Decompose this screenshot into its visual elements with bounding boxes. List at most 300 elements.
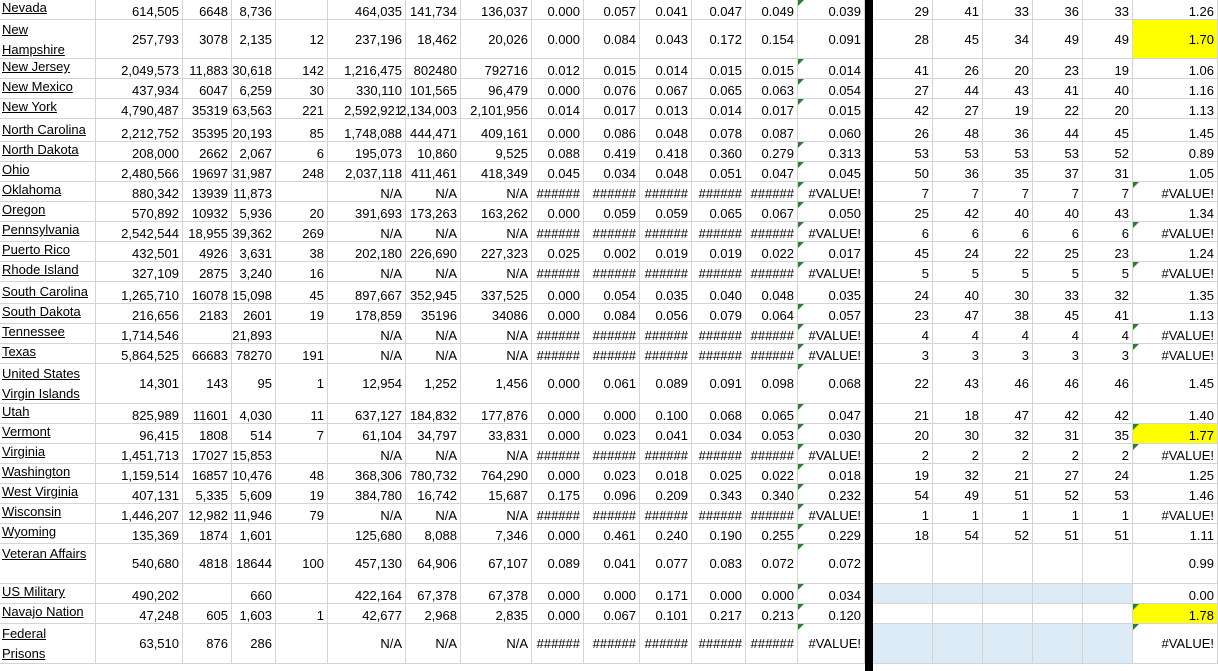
data-cell[interactable]: ###### (532, 324, 584, 344)
data-cell[interactable]: 67,378 (406, 584, 461, 604)
data-cell[interactable]: 18 (933, 404, 983, 424)
data-cell[interactable]: 327,109 (96, 262, 183, 282)
data-cell[interactable]: ###### (584, 504, 640, 524)
data-cell[interactable]: 1808 (183, 424, 232, 444)
data-cell[interactable]: 0.045 (798, 162, 865, 182)
data-cell[interactable]: 6 (983, 222, 1033, 242)
data-cell[interactable]: 12,982 (183, 504, 232, 524)
row-label-cell[interactable]: Texas (0, 344, 96, 364)
row-label-cell[interactable]: Veteran Affairs (0, 544, 96, 584)
data-cell[interactable]: ###### (584, 444, 640, 464)
row-label-cell[interactable]: United States Virgin Islands (0, 364, 96, 404)
data-cell[interactable]: 2,037,118 (328, 162, 406, 182)
data-cell[interactable]: N/A (461, 624, 532, 664)
data-cell[interactable]: N/A (461, 504, 532, 524)
data-cell[interactable]: 876 (183, 624, 232, 664)
data-cell[interactable]: 20 (276, 202, 328, 222)
data-cell[interactable]: 0.279 (746, 142, 798, 162)
data-cell[interactable] (933, 604, 983, 624)
data-cell[interactable]: 0.000 (584, 404, 640, 424)
data-cell[interactable]: 45 (873, 242, 933, 262)
data-cell[interactable]: 7 (873, 182, 933, 202)
data-cell[interactable] (276, 584, 328, 604)
data-cell[interactable]: 0.053 (746, 424, 798, 444)
data-cell[interactable]: 96,415 (96, 424, 183, 444)
data-cell[interactable]: 5 (933, 262, 983, 282)
data-cell[interactable]: 2,049,573 (96, 59, 183, 79)
data-cell[interactable]: ###### (640, 344, 692, 364)
data-cell[interactable]: 0.078 (692, 119, 746, 142)
data-cell[interactable]: ###### (746, 444, 798, 464)
data-cell[interactable]: 5,864,525 (96, 344, 183, 364)
data-cell[interactable]: 100 (276, 544, 328, 584)
data-cell[interactable]: 3 (1083, 344, 1133, 364)
data-cell[interactable]: 30 (276, 79, 328, 99)
data-cell[interactable]: 1 (1083, 504, 1133, 524)
data-cell[interactable]: ###### (692, 624, 746, 664)
data-cell[interactable]: 101,565 (406, 79, 461, 99)
data-cell[interactable]: 2875 (183, 262, 232, 282)
row-label-cell[interactable]: Tennessee (0, 324, 96, 344)
data-cell[interactable]: #VALUE! (798, 222, 865, 242)
data-cell[interactable]: 31 (1033, 424, 1083, 444)
data-cell[interactable]: 7 (933, 182, 983, 202)
data-cell[interactable]: 8,736 (232, 0, 276, 20)
row-label-cell[interactable]: New Hampshire (0, 20, 96, 59)
data-cell[interactable]: 40 (983, 202, 1033, 222)
data-cell[interactable]: 464,035 (328, 0, 406, 20)
data-cell[interactable] (933, 544, 983, 584)
data-cell[interactable]: 0.014 (798, 59, 865, 79)
data-cell[interactable]: 49 (1083, 20, 1133, 59)
data-cell[interactable]: 18,955 (183, 222, 232, 242)
data-cell[interactable]: 25 (873, 202, 933, 222)
data-cell[interactable]: ###### (746, 222, 798, 242)
data-cell[interactable]: N/A (406, 222, 461, 242)
data-cell[interactable]: 0.089 (640, 364, 692, 404)
data-cell[interactable] (1033, 584, 1083, 604)
data-cell[interactable]: 1 (983, 504, 1033, 524)
row-label-cell[interactable]: Wyoming (0, 524, 96, 544)
data-cell[interactable]: 52 (1033, 484, 1083, 504)
data-cell[interactable]: 27 (933, 99, 983, 119)
data-cell[interactable]: ###### (584, 262, 640, 282)
data-cell[interactable]: 38 (983, 304, 1033, 324)
data-cell[interactable]: 0.061 (584, 364, 640, 404)
data-cell[interactable]: 6 (1033, 222, 1083, 242)
data-cell[interactable]: 1 (1033, 504, 1083, 524)
data-cell[interactable]: ###### (692, 504, 746, 524)
data-cell[interactable]: ###### (746, 504, 798, 524)
data-cell[interactable]: 3 (873, 344, 933, 364)
data-cell[interactable]: N/A (406, 262, 461, 282)
data-cell[interactable]: 269 (276, 222, 328, 242)
data-cell[interactable] (276, 624, 328, 664)
data-cell[interactable]: 409,161 (461, 119, 532, 142)
data-cell[interactable]: 10932 (183, 202, 232, 222)
data-cell[interactable]: 67,378 (461, 584, 532, 604)
data-cell[interactable]: ###### (532, 504, 584, 524)
data-cell[interactable]: ###### (746, 344, 798, 364)
data-cell[interactable]: 0.014 (692, 99, 746, 119)
data-cell[interactable]: N/A (328, 624, 406, 664)
data-cell[interactable]: 49 (1033, 20, 1083, 59)
data-cell[interactable]: ###### (746, 324, 798, 344)
data-cell[interactable]: 23 (1083, 242, 1133, 262)
data-cell[interactable]: 135,369 (96, 524, 183, 544)
data-cell[interactable]: 1,265,710 (96, 282, 183, 304)
data-cell[interactable]: 64,906 (406, 544, 461, 584)
data-cell[interactable]: 5,609 (232, 484, 276, 504)
data-cell[interactable] (983, 624, 1033, 664)
row-label-cell[interactable]: US Military (0, 584, 96, 604)
data-cell[interactable]: 51 (1083, 524, 1133, 544)
data-cell[interactable]: 45 (276, 282, 328, 304)
data-cell[interactable]: 1,714,546 (96, 324, 183, 344)
data-cell[interactable]: ###### (532, 344, 584, 364)
data-cell[interactable]: 0.089 (532, 544, 584, 584)
row-label-cell[interactable]: Oregon (0, 202, 96, 222)
data-cell[interactable]: #VALUE! (1133, 444, 1218, 464)
data-cell[interactable]: 202,180 (328, 242, 406, 262)
data-cell[interactable]: 1.24 (1133, 242, 1218, 262)
data-cell[interactable]: 4818 (183, 544, 232, 584)
data-cell[interactable]: 19 (276, 484, 328, 504)
data-cell[interactable]: 330,110 (328, 79, 406, 99)
data-cell[interactable]: 2,135 (232, 20, 276, 59)
data-cell[interactable] (873, 544, 933, 584)
data-cell[interactable]: 0.172 (692, 20, 746, 59)
data-cell[interactable]: #VALUE! (798, 182, 865, 202)
data-cell[interactable]: 27 (1033, 464, 1083, 484)
data-cell[interactable]: 514 (232, 424, 276, 444)
data-cell[interactable]: 0.077 (640, 544, 692, 584)
data-cell[interactable]: 0.065 (746, 404, 798, 424)
row-label-cell[interactable]: Utah (0, 404, 96, 424)
data-cell[interactable]: 0.99 (1133, 544, 1218, 584)
data-cell[interactable]: 41 (873, 59, 933, 79)
data-cell[interactable]: 1,603 (232, 604, 276, 624)
data-cell[interactable]: 0.00 (1133, 584, 1218, 604)
data-cell[interactable]: 0.035 (798, 282, 865, 304)
data-cell[interactable]: 24 (933, 242, 983, 262)
data-cell[interactable]: 42 (873, 99, 933, 119)
data-cell[interactable]: 227,323 (461, 242, 532, 262)
data-cell[interactable]: 22 (1033, 99, 1083, 119)
data-cell[interactable]: 0.000 (532, 524, 584, 544)
data-cell[interactable]: 35319 (183, 99, 232, 119)
data-cell[interactable]: 3078 (183, 20, 232, 59)
data-cell[interactable]: 22 (983, 242, 1033, 262)
data-cell[interactable]: 136,037 (461, 0, 532, 20)
data-cell[interactable]: 18644 (232, 544, 276, 584)
data-cell[interactable]: 0.043 (640, 20, 692, 59)
data-cell[interactable]: 6047 (183, 79, 232, 99)
data-cell[interactable]: 0.120 (798, 604, 865, 624)
data-cell[interactable]: 5 (983, 262, 1033, 282)
data-cell[interactable]: 43 (983, 79, 1033, 99)
data-cell[interactable]: 31,987 (232, 162, 276, 182)
data-cell[interactable]: 248 (276, 162, 328, 182)
data-cell[interactable]: 11 (276, 404, 328, 424)
data-cell[interactable]: 30 (983, 282, 1033, 304)
data-cell[interactable]: 143 (183, 364, 232, 404)
data-cell[interactable]: ###### (584, 222, 640, 242)
data-cell[interactable]: 15,853 (232, 444, 276, 464)
data-cell[interactable]: 0.051 (692, 162, 746, 182)
data-cell[interactable]: 36 (1033, 0, 1083, 20)
data-cell[interactable]: 3 (983, 344, 1033, 364)
data-cell[interactable]: 40 (1083, 79, 1133, 99)
data-cell[interactable]: 0.059 (584, 202, 640, 222)
data-cell[interactable]: 36 (983, 119, 1033, 142)
data-cell[interactable]: 41 (933, 0, 983, 20)
data-cell[interactable]: 2,592,921 (328, 99, 406, 119)
data-cell[interactable]: 0.015 (692, 59, 746, 79)
data-cell[interactable]: 27 (873, 79, 933, 99)
row-label-cell[interactable]: Wisconsin (0, 504, 96, 524)
data-cell[interactable]: 384,780 (328, 484, 406, 504)
row-label-cell[interactable]: South Dakota (0, 304, 96, 324)
data-cell[interactable]: 2 (873, 444, 933, 464)
data-cell[interactable]: 0.013 (640, 99, 692, 119)
data-cell[interactable]: ###### (746, 182, 798, 202)
data-cell[interactable]: 792716 (461, 59, 532, 79)
data-cell[interactable]: 32 (1083, 282, 1133, 304)
data-cell[interactable]: 33,831 (461, 424, 532, 444)
data-cell[interactable] (1083, 604, 1133, 624)
data-cell[interactable]: 880,342 (96, 182, 183, 202)
data-cell[interactable]: 21 (983, 464, 1033, 484)
data-cell[interactable]: 1,451,713 (96, 444, 183, 464)
data-cell[interactable]: 10,476 (232, 464, 276, 484)
data-cell[interactable]: 0.041 (584, 544, 640, 584)
data-cell[interactable]: 33 (1083, 0, 1133, 20)
data-cell[interactable]: ###### (640, 324, 692, 344)
data-cell[interactable]: ###### (532, 182, 584, 202)
data-cell[interactable]: 0.091 (692, 364, 746, 404)
data-cell[interactable]: 0.000 (532, 464, 584, 484)
row-label-cell[interactable]: Navajo Nation (0, 604, 96, 624)
data-cell[interactable]: 42 (933, 202, 983, 222)
data-cell[interactable]: 352,945 (406, 282, 461, 304)
data-cell[interactable]: 0.418 (640, 142, 692, 162)
data-cell[interactable]: 0.041 (640, 0, 692, 20)
data-cell[interactable]: 3,240 (232, 262, 276, 282)
data-cell[interactable]: 96,479 (461, 79, 532, 99)
data-cell[interactable]: 45 (1083, 119, 1133, 142)
data-cell[interactable]: 33 (983, 0, 1033, 20)
data-cell[interactable]: 4 (873, 324, 933, 344)
data-cell[interactable]: 42,677 (328, 604, 406, 624)
data-cell[interactable] (1083, 624, 1133, 664)
data-cell[interactable]: 22 (873, 364, 933, 404)
data-cell[interactable]: 897,667 (328, 282, 406, 304)
data-cell[interactable]: 226,690 (406, 242, 461, 262)
data-cell[interactable]: 0.022 (746, 242, 798, 262)
data-cell[interactable]: 0.019 (692, 242, 746, 262)
data-cell[interactable]: 6 (1083, 222, 1133, 242)
data-cell[interactable]: 32 (983, 424, 1033, 444)
data-cell[interactable]: 0.014 (640, 59, 692, 79)
data-cell[interactable]: 0.018 (798, 464, 865, 484)
data-cell[interactable]: #VALUE! (1133, 324, 1218, 344)
data-cell[interactable]: 163,262 (461, 202, 532, 222)
data-cell[interactable]: 0.023 (584, 464, 640, 484)
data-cell[interactable]: 0.154 (746, 20, 798, 59)
data-cell[interactable]: 0.171 (640, 584, 692, 604)
data-cell[interactable]: N/A (461, 182, 532, 202)
data-cell[interactable]: 15,687 (461, 484, 532, 504)
data-cell[interactable]: 0.087 (746, 119, 798, 142)
row-label-cell[interactable]: Federal Prisons (0, 624, 96, 664)
data-cell[interactable]: 0.017 (798, 242, 865, 262)
data-cell[interactable]: 237,196 (328, 20, 406, 59)
data-cell[interactable]: 208,000 (96, 142, 183, 162)
data-cell[interactable]: #VALUE! (798, 344, 865, 364)
data-cell[interactable]: #VALUE! (1133, 182, 1218, 202)
data-cell[interactable]: 411,461 (406, 162, 461, 182)
data-cell[interactable]: 53 (983, 142, 1033, 162)
data-cell[interactable]: 391,693 (328, 202, 406, 222)
data-cell[interactable]: 0.000 (532, 119, 584, 142)
data-cell[interactable]: 20,193 (232, 119, 276, 142)
data-cell[interactable]: 16,742 (406, 484, 461, 504)
data-cell[interactable]: 0.096 (584, 484, 640, 504)
data-cell[interactable]: 11601 (183, 404, 232, 424)
data-cell[interactable]: 0.030 (798, 424, 865, 444)
data-cell[interactable] (276, 324, 328, 344)
data-cell[interactable]: 42 (1083, 404, 1133, 424)
data-cell[interactable]: 5 (1083, 262, 1133, 282)
data-cell[interactable]: 63,510 (96, 624, 183, 664)
data-cell[interactable]: 50 (873, 162, 933, 182)
data-cell[interactable] (873, 624, 933, 664)
data-cell[interactable]: 4 (1033, 324, 1083, 344)
data-cell[interactable]: 5 (1033, 262, 1083, 282)
data-cell[interactable] (983, 604, 1033, 624)
data-cell[interactable]: 34,797 (406, 424, 461, 444)
data-cell[interactable]: N/A (406, 324, 461, 344)
data-cell[interactable]: 0.232 (798, 484, 865, 504)
data-cell[interactable]: 0.015 (798, 99, 865, 119)
data-cell[interactable]: 2,101,956 (461, 99, 532, 119)
data-cell[interactable]: 0.034 (692, 424, 746, 444)
data-cell[interactable]: 1.70 (1133, 20, 1218, 59)
row-label-cell[interactable]: Puerto Rico (0, 242, 96, 262)
data-cell[interactable]: 0.065 (692, 202, 746, 222)
data-cell[interactable]: 20 (1083, 99, 1133, 119)
data-cell[interactable]: 0.190 (692, 524, 746, 544)
data-cell[interactable]: 422,164 (328, 584, 406, 604)
data-cell[interactable]: 0.056 (640, 304, 692, 324)
data-cell[interactable]: N/A (461, 344, 532, 364)
data-cell[interactable]: 825,989 (96, 404, 183, 424)
data-cell[interactable]: 8,088 (406, 524, 461, 544)
data-cell[interactable]: 20,026 (461, 20, 532, 59)
data-cell[interactable]: 1,748,088 (328, 119, 406, 142)
data-cell[interactable]: 40 (933, 282, 983, 304)
data-cell[interactable]: 31 (1083, 162, 1133, 182)
data-cell[interactable]: 0.000 (532, 282, 584, 304)
data-cell[interactable]: 12 (276, 20, 328, 59)
data-cell[interactable]: 16 (276, 262, 328, 282)
data-cell[interactable]: 0.101 (640, 604, 692, 624)
data-cell[interactable]: 26 (933, 59, 983, 79)
data-cell[interactable]: ###### (640, 444, 692, 464)
data-cell[interactable]: 53 (1033, 142, 1083, 162)
data-cell[interactable]: 0.015 (584, 59, 640, 79)
data-cell[interactable]: N/A (328, 504, 406, 524)
row-label-cell[interactable]: Vermont (0, 424, 96, 444)
data-cell[interactable] (1033, 624, 1083, 664)
data-cell[interactable]: 0.000 (532, 20, 584, 59)
data-cell[interactable]: 0.240 (640, 524, 692, 544)
data-cell[interactable]: 47,248 (96, 604, 183, 624)
data-cell[interactable] (1033, 604, 1083, 624)
data-cell[interactable]: ###### (692, 324, 746, 344)
data-cell[interactable]: 0.023 (584, 424, 640, 444)
data-cell[interactable]: 1.16 (1133, 79, 1218, 99)
data-cell[interactable]: 0.079 (692, 304, 746, 324)
data-cell[interactable] (183, 324, 232, 344)
data-cell[interactable]: 1,252 (406, 364, 461, 404)
data-cell[interactable]: 0.217 (692, 604, 746, 624)
data-cell[interactable] (983, 544, 1033, 584)
data-cell[interactable]: 1,456 (461, 364, 532, 404)
data-cell[interactable]: 1.34 (1133, 202, 1218, 222)
data-cell[interactable]: ###### (692, 262, 746, 282)
data-cell[interactable]: 432,501 (96, 242, 183, 262)
data-cell[interactable]: 457,130 (328, 544, 406, 584)
data-cell[interactable]: 0.057 (584, 0, 640, 20)
data-cell[interactable]: 2 (1033, 444, 1083, 464)
data-cell[interactable]: 5,335 (183, 484, 232, 504)
data-cell[interactable]: 0.313 (798, 142, 865, 162)
data-cell[interactable]: 4 (933, 324, 983, 344)
data-cell[interactable]: ###### (746, 262, 798, 282)
data-cell[interactable]: 0.045 (532, 162, 584, 182)
data-cell[interactable]: N/A (328, 262, 406, 282)
data-cell[interactable]: 1 (933, 504, 983, 524)
data-cell[interactable]: N/A (461, 444, 532, 464)
data-cell[interactable]: 34086 (461, 304, 532, 324)
row-label-cell[interactable]: Nevada (0, 0, 96, 20)
data-cell[interactable]: 29 (873, 0, 933, 20)
data-cell[interactable]: 1.26 (1133, 0, 1218, 20)
data-cell[interactable]: 52 (1083, 142, 1133, 162)
data-cell[interactable]: 1874 (183, 524, 232, 544)
data-cell[interactable]: 53 (1083, 484, 1133, 504)
data-cell[interactable]: 66683 (183, 344, 232, 364)
data-cell[interactable]: 221 (276, 99, 328, 119)
row-label-cell[interactable]: Oklahoma (0, 182, 96, 202)
data-cell[interactable]: 141,734 (406, 0, 461, 20)
data-cell[interactable]: ###### (532, 624, 584, 664)
data-cell[interactable]: 0.000 (532, 424, 584, 444)
data-cell[interactable]: 0.000 (532, 304, 584, 324)
data-cell[interactable]: 0.025 (532, 242, 584, 262)
data-cell[interactable]: 1,159,514 (96, 464, 183, 484)
data-cell[interactable]: 19697 (183, 162, 232, 182)
data-cell[interactable]: 0.019 (640, 242, 692, 262)
data-cell[interactable]: 24 (873, 282, 933, 304)
data-cell[interactable]: 0.034 (798, 584, 865, 604)
data-cell[interactable]: 0.040 (692, 282, 746, 304)
data-cell[interactable]: 216,656 (96, 304, 183, 324)
data-cell[interactable]: 7 (1083, 182, 1133, 202)
data-cell[interactable]: 614,505 (96, 0, 183, 20)
